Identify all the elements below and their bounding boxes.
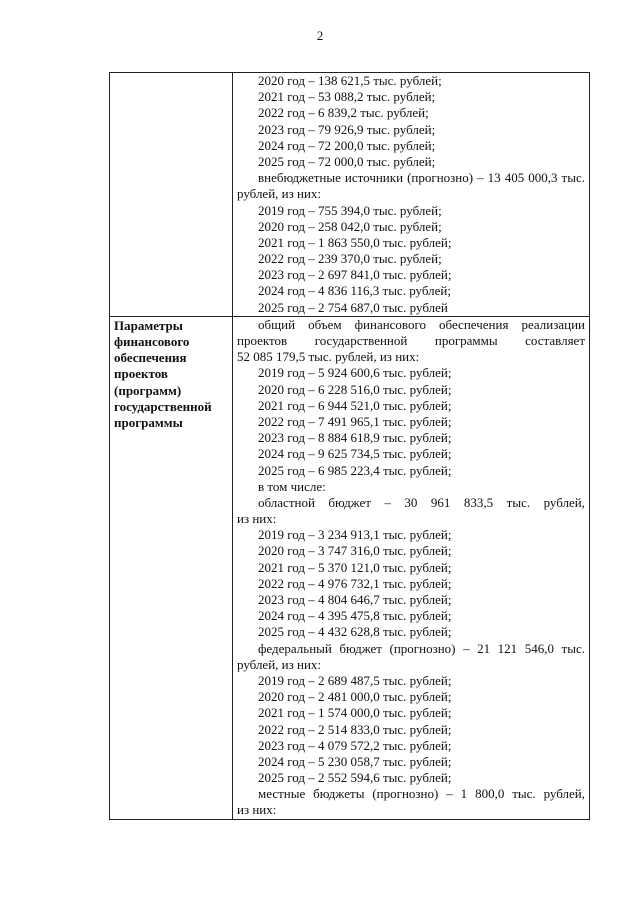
row2-left-cell: [110, 316, 233, 819]
row1-left-cell: [110, 73, 233, 317]
year-line: 2025 год – 2 552 594,6 тыс. рублей;: [258, 770, 452, 786]
year-line: 2023 год – 4 804 646,7 тыс. рублей;: [258, 592, 452, 607]
row2-right-cell: [233, 316, 590, 819]
year-line: 2021 год – 5 370 121,0 тыс. рублей;: [258, 559, 452, 575]
year-line: 2020 год – 258 042,0 тыс. рублей;: [258, 218, 442, 234]
year-line: 2019 год – 755 394,0 тыс. рублей;: [258, 202, 442, 218]
regional-budget-heading: областной бюджет – 30 961 833,5 тыс. рублей,: [258, 494, 585, 510]
heading-line: Параметры: [114, 317, 183, 333]
heading-line: государственной: [114, 398, 212, 414]
year-line: 2021 год – 1 574 000,0 тыс. рублей;: [258, 705, 452, 721]
extrabudget-heading: внебюджетные источники (прогнозно) – 13 405 000,3 тыс.: [258, 170, 585, 186]
year-line: 2019 год – 2 689 487,5 тыс. рублей;: [258, 672, 452, 688]
including-label: в том числе:: [258, 478, 326, 494]
financing-table: [109, 72, 590, 820]
parameters-heading: [110, 317, 232, 431]
heading-line: обеспечения: [114, 350, 187, 366]
year-line: 2022 год – 6 839,2 тыс. рублей;: [258, 105, 429, 121]
heading-line: программы: [114, 414, 183, 430]
year-line: 2024 год – 9 625 734,5 тыс. рублей;: [258, 446, 452, 462]
table-row: [110, 73, 590, 317]
intro-line: проектов государственной программы составляет: [237, 333, 585, 348]
local-budget-heading: местные бюджеты (прогнозно) – 1 800,0 тыс. рублей,: [258, 786, 585, 802]
local-budget-heading-cont: из них:: [237, 802, 277, 818]
table-row: [110, 316, 590, 819]
heading-line: финансового: [114, 334, 190, 349]
heading-line: (программ): [114, 382, 182, 398]
federal-budget-heading-cont: рублей, из них:: [237, 656, 322, 672]
year-line: 2023 год – 8 884 618,9 тыс. рублей;: [258, 430, 452, 446]
year-line: 2019 год – 3 234 913,1 тыс. рублей;: [258, 527, 452, 543]
intro-line: общий объем финансового обеспечения реализации: [258, 316, 585, 332]
year-line: 2023 год – 2 697 841,0 тыс. рублей;: [258, 267, 452, 283]
year-line: 2021 год – 1 863 550,0 тыс. рублей;: [258, 234, 452, 250]
year-line: 2020 год – 2 481 000,0 тыс. рублей;: [258, 689, 452, 705]
year-line: 2022 год – 7 491 965,1 тыс. рублей;: [258, 413, 452, 429]
year-line: 2019 год – 5 924 600,6 тыс. рублей;: [258, 365, 452, 381]
year-line: 2023 год – 4 079 572,2 тыс. рублей;: [258, 737, 452, 753]
year-line: 2020 год – 6 228 516,0 тыс. рублей;: [258, 381, 452, 397]
page-number: 2: [316, 28, 324, 43]
year-line: 2024 год – 4 395 475,8 тыс. рублей;: [258, 608, 452, 624]
year-line: 2021 год – 53 088,2 тыс. рублей;: [258, 89, 436, 105]
year-line: 2025 год – 72 000,0 тыс. рублей;: [258, 153, 436, 169]
row1-right-cell: [233, 73, 590, 317]
year-line: 2024 год – 5 230 058,7 тыс. рублей;: [258, 753, 452, 769]
year-line: 2020 год – 3 747 316,0 тыс. рублей;: [258, 543, 452, 559]
year-line: 2022 год – 2 514 833,0 тыс. рублей;: [258, 721, 452, 737]
year-line: 2023 год – 79 926,9 тыс. рублей;: [258, 121, 436, 137]
year-line: 2024 год – 4 836 116,3 тыс. рублей;: [258, 283, 451, 299]
year-line: 2025 год – 2 754 687,0 тыс. рублей: [258, 299, 448, 315]
intro-line: 52 085 179,5 тыс. рублей, из них:: [237, 349, 420, 365]
regional-budget-heading-cont: из них:: [237, 511, 277, 527]
year-line: 2022 год – 4 976 732,1 тыс. рублей;: [258, 575, 452, 591]
year-line: 2020 год – 138 621,5 тыс. рублей;: [258, 73, 442, 88]
year-line: 2021 год – 6 944 521,0 тыс. рублей;: [258, 397, 452, 413]
heading-line: проектов: [114, 366, 168, 382]
year-line: 2025 год – 4 432 628,8 тыс. рублей;: [258, 624, 452, 640]
year-line: 2022 год – 239 370,0 тыс. рублей;: [258, 251, 442, 267]
federal-budget-heading: федеральный бюджет (прогнозно) – 21 121 546,0 тыс.: [258, 640, 585, 656]
year-line: 2024 год – 72 200,0 тыс. рублей;: [258, 137, 436, 153]
year-line: 2025 год – 6 985 223,4 тыс. рублей;: [258, 462, 452, 478]
extrabudget-heading-cont: рублей, из них:: [237, 186, 322, 202]
